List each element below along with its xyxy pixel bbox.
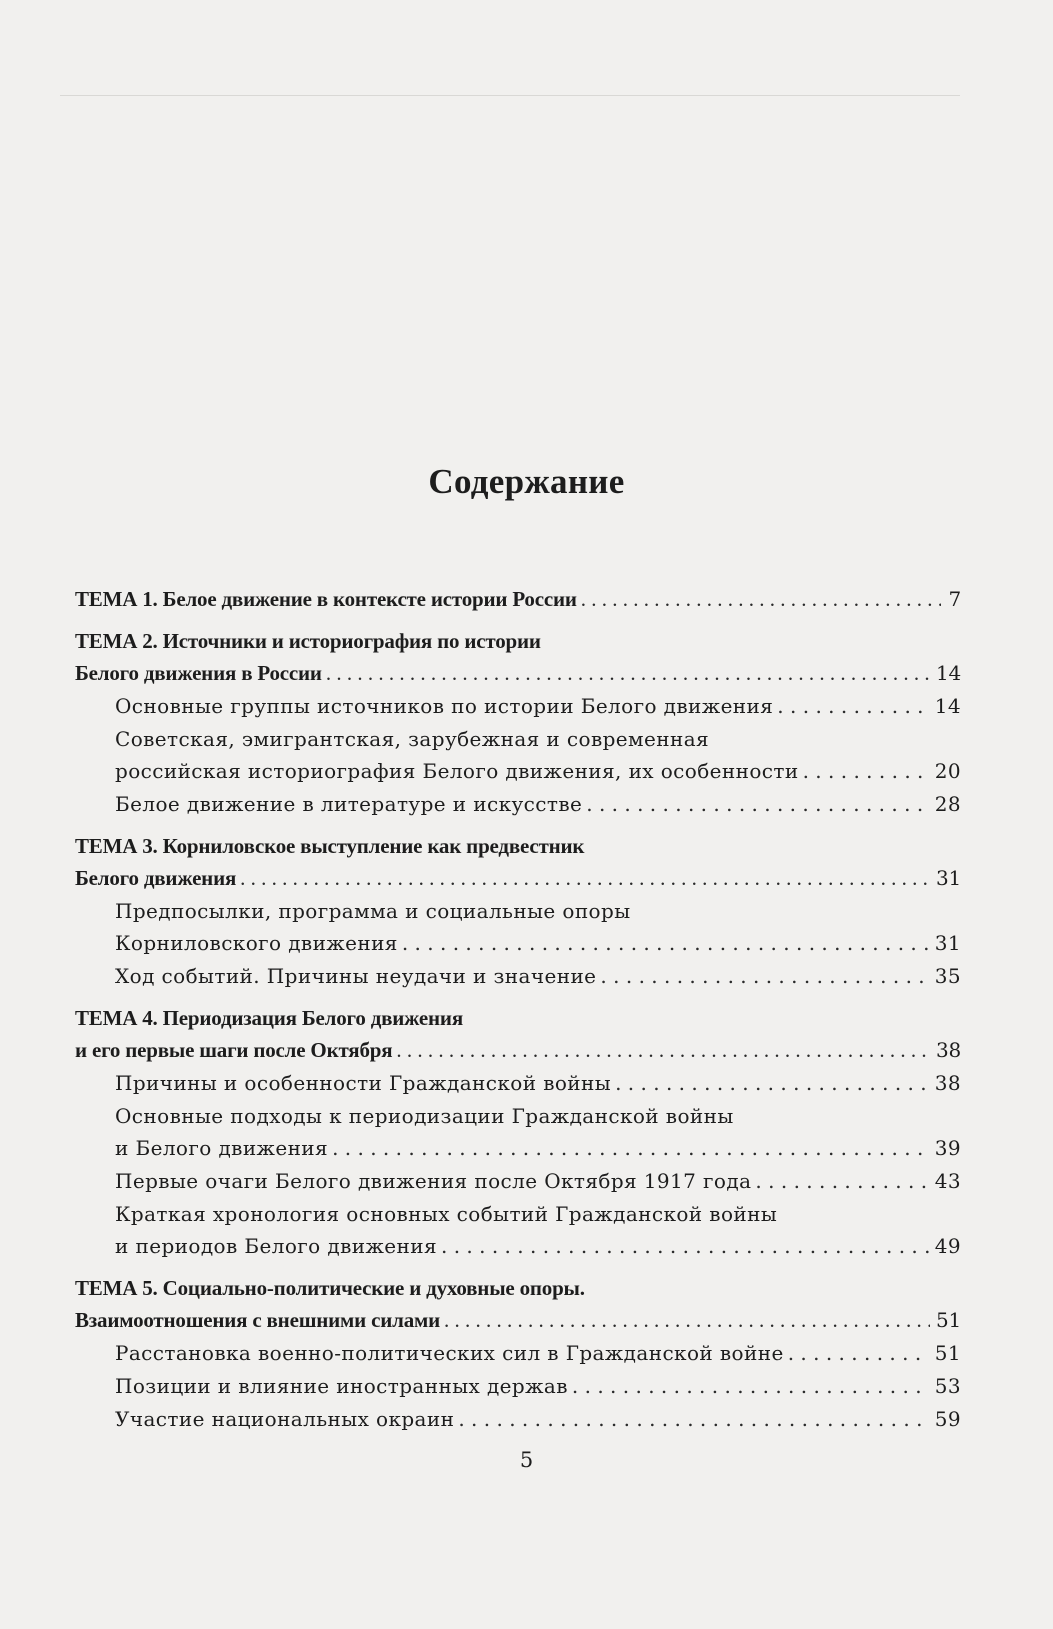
toc-entry-text: ТЕМА 2. Источники и историография по истории <box>75 629 541 653</box>
toc-page-number: 14 <box>935 661 961 685</box>
toc-entry-line <box>115 1132 961 1164</box>
toc-entry-text: Расстановка военно-политических сил в Гражданской войне <box>115 1341 784 1365</box>
toc-entry-text: российская историография Белого движения, их особенности <box>115 759 799 783</box>
dot-leader <box>586 788 929 820</box>
dot-leader <box>458 1403 928 1435</box>
toc-entry-line <box>75 1304 961 1336</box>
dot-leader <box>396 1034 930 1066</box>
toc-page-number: 31 <box>935 866 961 890</box>
dot-leader <box>572 1370 929 1402</box>
toc-entry-text: Причины и особенности Гражданской войны <box>115 1071 612 1095</box>
toc-page-number: 49 <box>934 1234 961 1258</box>
page-title: Содержание <box>428 462 625 501</box>
toc-entry-line <box>75 583 961 615</box>
toc-entry-text: и его первые шаги после Октября <box>75 1038 393 1062</box>
toc-page-number: 7 <box>948 587 961 611</box>
toc-entry-line <box>115 1165 961 1197</box>
toc-page-number: 59 <box>934 1407 961 1431</box>
toc-theme-entry <box>75 1272 961 1336</box>
toc-page-number: 38 <box>935 1038 961 1062</box>
dot-leader <box>444 1304 930 1336</box>
dot-leader <box>402 927 929 959</box>
toc-entry-text: ТЕМА 5. Социально-политические и духовные опоры. <box>75 1276 585 1300</box>
toc-entry-line <box>75 657 961 689</box>
toc-page-number: 51 <box>935 1308 961 1332</box>
toc-entry-line <box>75 862 961 894</box>
dot-leader <box>788 1337 929 1369</box>
bleed-through-rule <box>60 95 960 96</box>
dot-leader <box>441 1230 929 1262</box>
toc-entry-text: ТЕМА 1. Белое движение в контексте истории России <box>75 587 577 611</box>
toc-sub-entry <box>75 1403 961 1435</box>
toc-entry-line <box>115 755 961 787</box>
dot-leader <box>755 1165 928 1197</box>
toc-sub-entry <box>75 1067 961 1099</box>
toc-sub-entry <box>75 1198 961 1262</box>
toc-entry-text: Корниловского движения <box>115 931 398 955</box>
toc-entry-text: Взаимоотношения с внешними силами <box>75 1308 440 1332</box>
toc-sub-entry <box>75 1337 961 1369</box>
toc-entry-text: Краткая хронология основных событий Гражданской войны <box>115 1202 778 1226</box>
toc-entry-text: Предпосылки, программа и социальные опоры <box>115 899 631 923</box>
toc-theme-entry <box>75 1002 961 1066</box>
toc-entry-line <box>115 1403 961 1435</box>
toc-sub-entry <box>75 690 961 722</box>
toc-entry-line <box>115 927 961 959</box>
toc-sub-entry <box>75 895 961 959</box>
page-number: 5 <box>519 1448 534 1472</box>
toc-sub-entry <box>75 1370 961 1402</box>
toc-page-number: 35 <box>934 964 961 988</box>
dot-leader <box>777 690 928 722</box>
toc-entry-line <box>75 1034 961 1066</box>
toc-entry-text: и Белого движения <box>115 1136 329 1160</box>
toc-sub-entry <box>75 960 961 992</box>
toc-sub-entry <box>75 1100 961 1164</box>
dot-leader <box>615 1067 929 1099</box>
dot-leader <box>600 960 928 992</box>
toc-entry-text: ТЕМА 3. Корниловское выступление как предвестник <box>75 834 585 858</box>
toc-sub-entry <box>75 1165 961 1197</box>
toc-theme-entry <box>75 583 961 615</box>
toc-page-number: 53 <box>934 1374 961 1398</box>
toc-entry-text: Основные подходы к периодизации Гражданской войны <box>115 1104 734 1128</box>
toc-theme-entry <box>75 625 961 689</box>
toc-page-number: 43 <box>934 1169 961 1193</box>
dot-leader <box>332 1132 929 1164</box>
toc-entry-line <box>115 960 961 992</box>
dot-leader <box>240 862 928 894</box>
toc-entry-text: Основные группы источников по истории Белого движения <box>115 694 774 718</box>
toc-page-number: 51 <box>934 1341 961 1365</box>
toc-entry-line <box>115 1370 961 1402</box>
toc-entry-text: Белое движение в литературе и искусстве <box>115 792 583 816</box>
toc-entry-line <box>115 788 961 820</box>
dot-leader <box>803 755 929 787</box>
toc-page-number: 31 <box>934 931 961 955</box>
dot-leader <box>581 583 941 615</box>
toc-entry-line <box>115 1230 961 1262</box>
toc-entry-text: ТЕМА 4. Периодизация Белого движения <box>75 1006 463 1030</box>
toc-page-number: 38 <box>934 1071 961 1095</box>
toc-entry-text: Белого движения <box>75 866 237 890</box>
toc-entry-line <box>115 690 961 722</box>
toc-page-number: 28 <box>934 792 961 816</box>
toc-entry-text: Первые очаги Белого движения после Октября 1917 года <box>115 1169 752 1193</box>
toc-entry-text: Ход событий. Причины неудачи и значение <box>115 964 597 988</box>
toc-page-number: 20 <box>934 759 961 783</box>
dot-leader <box>326 657 930 689</box>
toc-theme-entry <box>75 830 961 894</box>
toc-page-number: 39 <box>934 1136 961 1160</box>
toc-sub-entry <box>75 723 961 787</box>
toc-page-number: 14 <box>934 694 961 718</box>
toc-entry-line <box>115 1337 961 1369</box>
toc-entry-text: Белого движения в России <box>75 661 322 685</box>
toc-entry-text: Позиции и влияние иностранных держав <box>115 1374 568 1398</box>
table-of-contents <box>75 583 961 1435</box>
toc-entry-text: Советская, эмигрантская, зарубежная и современная <box>115 727 710 751</box>
toc-entry-text: Участие национальных окраин <box>115 1407 455 1431</box>
toc-sub-entry <box>75 788 961 820</box>
toc-entry-text: и периодов Белого движения <box>115 1234 437 1258</box>
toc-entry-line <box>115 1067 961 1099</box>
